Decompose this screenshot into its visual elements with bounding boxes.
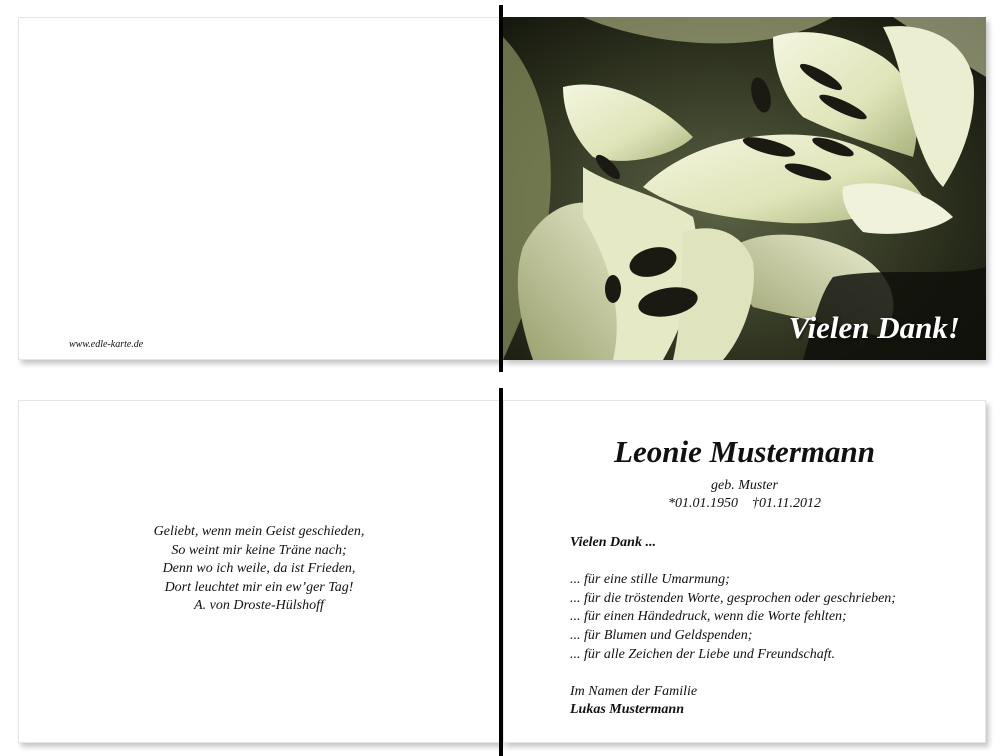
inside-right-panel [503, 400, 986, 743]
poem-line: Dort leuchtet mir ein ew’ger Tag! [164, 579, 354, 595]
card-front-panel [503, 17, 986, 360]
fold-line-top [499, 5, 503, 372]
poem-line: Denn wo ich weile, da ist Frieden, [162, 561, 356, 577]
thanks-item: ... für einen Händedruck, wenn die Worte fehlten; [570, 609, 847, 625]
thanks-item: ... für Blumen und Geldspenden; [570, 627, 753, 643]
thanks-block [570, 534, 896, 720]
thanks-item: ... für alle Zeichen der Liebe und Freundschaft. [570, 646, 836, 662]
poem-line: So weint mir keine Träne nach; [171, 542, 347, 558]
deceased-name: Leonie Mustermann [614, 434, 875, 469]
inside-left-panel [18, 400, 500, 743]
poem [19, 523, 499, 616]
birth-date: *01.01.1950 [668, 496, 739, 511]
death-date: †01.11.2012 [752, 496, 821, 511]
card-back-panel [18, 17, 500, 360]
fold-line-bottom [499, 388, 503, 756]
poem-author: A. von Droste-Hülshoff [194, 598, 324, 614]
life-dates [504, 496, 985, 512]
website-text: www.edle-karte.de [69, 339, 144, 350]
poem-line: Geliebt, wenn mein Geist geschieden, [153, 524, 365, 539]
thanks-list [570, 571, 896, 664]
thanks-heading: Vielen Dank ... [570, 535, 656, 550]
signer-name: Lukas Mustermann [570, 702, 684, 718]
thanks-item: ... für die tröstenden Worte, gesprochen oder geschrieben; [570, 590, 896, 606]
family-line: Im Namen der Familie [570, 683, 698, 699]
lily-photo [503, 17, 986, 360]
born-name: geb. Muster [711, 478, 778, 493]
thanks-item: ... für eine stille Umarmung; [570, 572, 730, 588]
card-front-caption: Vielen Dank! [788, 310, 960, 345]
